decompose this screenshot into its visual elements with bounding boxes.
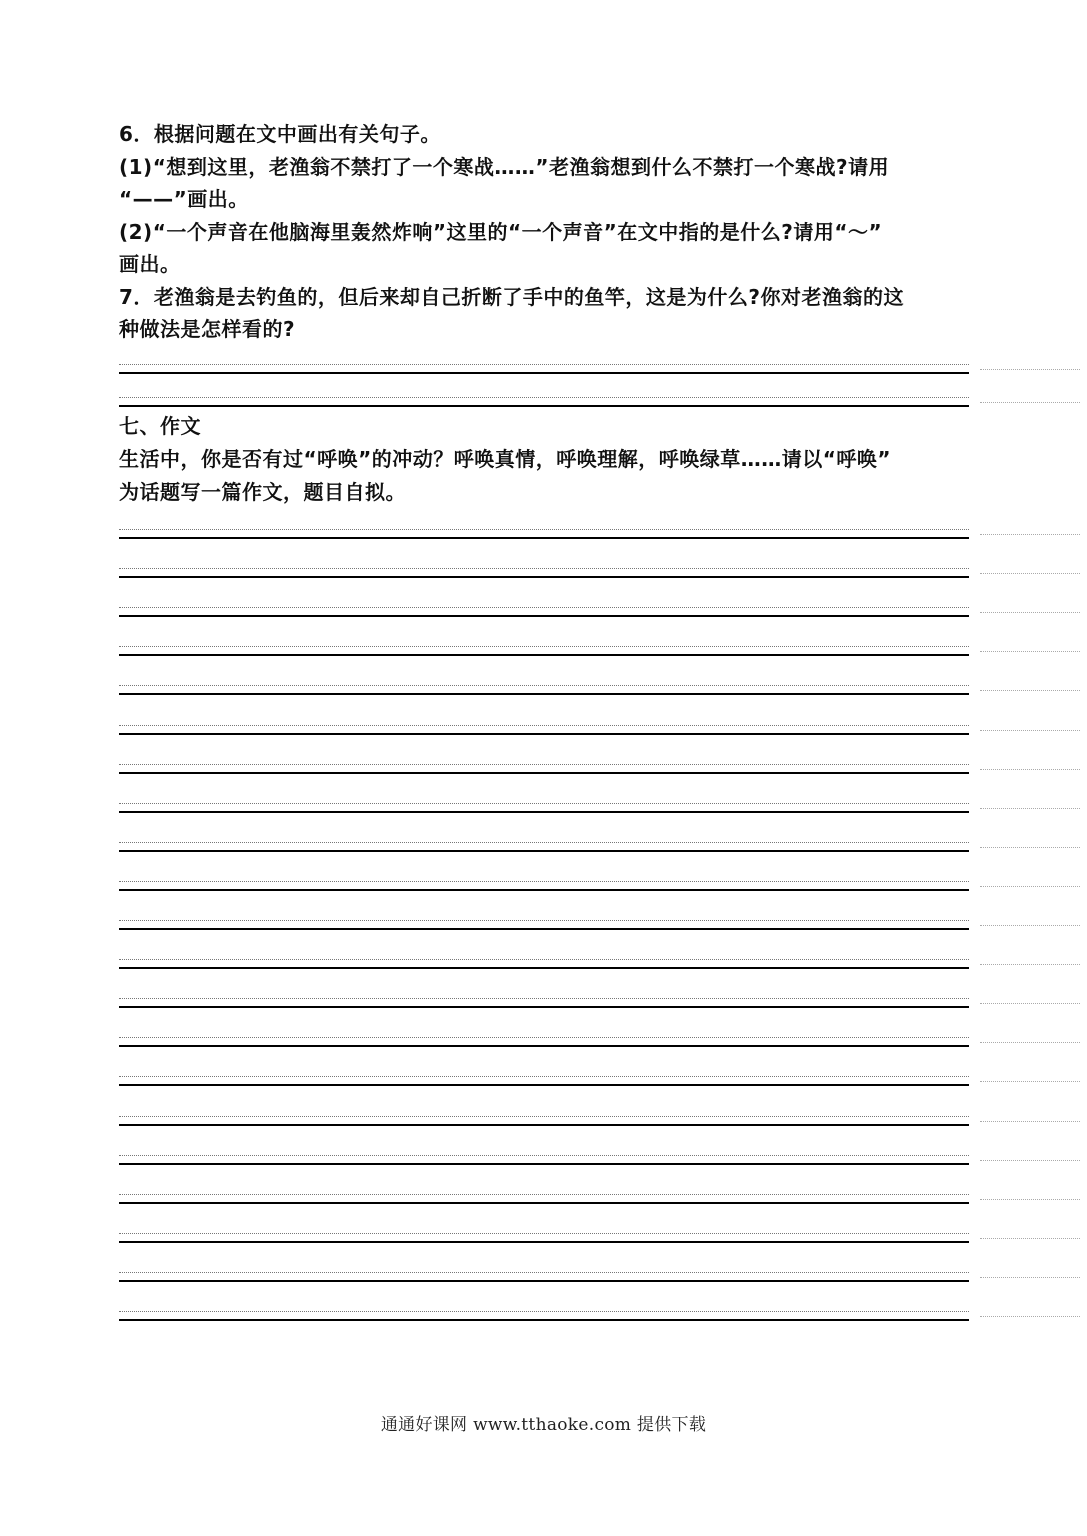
margin-dotted-guide xyxy=(980,769,1080,770)
answer-line-rule xyxy=(119,693,969,695)
question-7-line-1: 7．老渔翁是去钓鱼的，但后来却自己折断了手中的鱼竿，这是为什么?你对老渔翁的这 xyxy=(119,285,905,309)
question-6-1-line-2: “——”画出。 xyxy=(119,187,249,211)
question-7-line-2: 种做法是怎样看的? xyxy=(119,317,296,341)
answer-line-dotted-guide xyxy=(119,364,969,365)
question-6-1-line-1: (1)“想到这里，老渔翁不禁打了一个寒战……”老渔翁想到什么不禁打一个寒战?请用 xyxy=(119,155,890,179)
answer-line-rule xyxy=(119,405,969,407)
answer-line-dotted-guide xyxy=(119,685,969,686)
footer-source-text: 通通好课网 www.tthaoke.com 提供下载 xyxy=(380,1415,707,1435)
answer-line-rule xyxy=(119,1319,969,1321)
answer-line[interactable] xyxy=(119,1037,969,1047)
margin-dotted-guide xyxy=(980,925,1080,926)
answer-line-dotted-guide xyxy=(119,1311,969,1312)
margin-dotted-guide xyxy=(980,964,1080,965)
answer-line-rule xyxy=(119,1163,969,1165)
margin-dotted-guide xyxy=(980,1042,1080,1043)
answer-line-rule xyxy=(119,576,969,578)
answer-line-dotted-guide xyxy=(119,725,969,726)
answer-line-dotted-guide xyxy=(119,764,969,765)
answer-line[interactable] xyxy=(119,685,969,695)
answer-line-rule xyxy=(119,1280,969,1282)
answer-line-dotted-guide xyxy=(119,646,969,647)
answer-line-rule xyxy=(119,850,969,852)
answer-line[interactable] xyxy=(119,959,969,969)
answer-line-dotted-guide xyxy=(119,842,969,843)
answer-line-dotted-guide xyxy=(119,529,969,530)
answer-line-rule xyxy=(119,1124,969,1126)
margin-dotted-guide xyxy=(980,847,1080,848)
answer-line-rule xyxy=(119,772,969,774)
answer-line[interactable] xyxy=(119,842,969,852)
margin-dotted-guide xyxy=(980,1199,1080,1200)
answer-line[interactable] xyxy=(119,646,969,656)
margin-dotted-guide xyxy=(980,651,1080,652)
answer-line[interactable] xyxy=(119,364,969,374)
answer-line-rule xyxy=(119,1006,969,1008)
answer-line-dotted-guide xyxy=(119,1116,969,1117)
margin-dotted-guide xyxy=(980,402,1080,403)
answer-line[interactable] xyxy=(119,881,969,891)
answer-line-rule xyxy=(119,1202,969,1204)
answer-line-dotted-guide xyxy=(119,1233,969,1234)
answer-line[interactable] xyxy=(119,1155,969,1165)
answer-line[interactable] xyxy=(119,725,969,735)
answer-line[interactable] xyxy=(119,1116,969,1126)
answer-line-rule xyxy=(119,1045,969,1047)
answer-line[interactable] xyxy=(119,920,969,930)
answer-line[interactable] xyxy=(119,568,969,578)
margin-dotted-guide xyxy=(980,369,1080,370)
margin-dotted-guide xyxy=(980,612,1080,613)
section-7-title: 七、作文 xyxy=(119,414,201,438)
answer-line[interactable] xyxy=(119,1311,969,1321)
answer-line-rule xyxy=(119,1084,969,1086)
answer-line-dotted-guide xyxy=(119,803,969,804)
answer-line-rule xyxy=(119,654,969,656)
answer-line-dotted-guide xyxy=(119,881,969,882)
answer-line-dotted-guide xyxy=(119,1155,969,1156)
margin-dotted-guide xyxy=(980,1121,1080,1122)
answer-line-rule xyxy=(119,889,969,891)
margin-dotted-guide xyxy=(980,730,1080,731)
answer-line-dotted-guide xyxy=(119,607,969,608)
margin-dotted-guide xyxy=(980,690,1080,691)
answer-line-rule xyxy=(119,1241,969,1243)
essay-prompt-line-1: 生活中，你是否有过“呼唤”的冲动？呼唤真情，呼唤理解，呼唤绿草……请以“呼唤” xyxy=(119,447,892,471)
answer-line[interactable] xyxy=(119,803,969,813)
answer-line-rule xyxy=(119,967,969,969)
margin-dotted-guide xyxy=(980,1003,1080,1004)
answer-line[interactable] xyxy=(119,607,969,617)
question-6-title: 6．根据问题在文中画出有关句子。 xyxy=(119,122,441,146)
answer-line[interactable] xyxy=(119,998,969,1008)
essay-prompt-line-2: 为话题写一篇作文，题目自拟。 xyxy=(119,480,406,504)
answer-line-dotted-guide xyxy=(119,998,969,999)
answer-line[interactable] xyxy=(119,1272,969,1282)
answer-line-dotted-guide xyxy=(119,920,969,921)
answer-line-rule xyxy=(119,372,969,374)
answer-line-dotted-guide xyxy=(119,959,969,960)
answer-line-rule xyxy=(119,928,969,930)
answer-line-rule xyxy=(119,537,969,539)
margin-dotted-guide xyxy=(980,1081,1080,1082)
answer-line-dotted-guide xyxy=(119,1037,969,1038)
margin-dotted-guide xyxy=(980,534,1080,535)
question-6-2-line-2: 画出。 xyxy=(119,252,181,276)
answer-line[interactable] xyxy=(119,529,969,539)
margin-dotted-guide xyxy=(980,1277,1080,1278)
answer-line-dotted-guide xyxy=(119,1194,969,1195)
answer-line[interactable] xyxy=(119,764,969,774)
margin-dotted-guide xyxy=(980,886,1080,887)
answer-line-rule xyxy=(119,615,969,617)
answer-line[interactable] xyxy=(119,1194,969,1204)
question-6-2-line-1: (2)“一个声音在他脑海里轰然炸响”这里的“一个声音”在文中指的是什么?请用“～” xyxy=(119,220,883,244)
margin-dotted-guide xyxy=(980,1160,1080,1161)
answer-line-dotted-guide xyxy=(119,1076,969,1077)
answer-line-rule xyxy=(119,811,969,813)
margin-dotted-guide xyxy=(980,573,1080,574)
margin-dotted-guide xyxy=(980,808,1080,809)
answer-line-dotted-guide xyxy=(119,1272,969,1273)
answer-line[interactable] xyxy=(119,1233,969,1243)
margin-dotted-guide xyxy=(980,1316,1080,1317)
answer-line-rule xyxy=(119,733,969,735)
answer-line-dotted-guide xyxy=(119,397,969,398)
answer-line[interactable] xyxy=(119,397,969,407)
answer-line-dotted-guide xyxy=(119,568,969,569)
margin-dotted-guide xyxy=(980,1238,1080,1239)
answer-line[interactable] xyxy=(119,1076,969,1086)
